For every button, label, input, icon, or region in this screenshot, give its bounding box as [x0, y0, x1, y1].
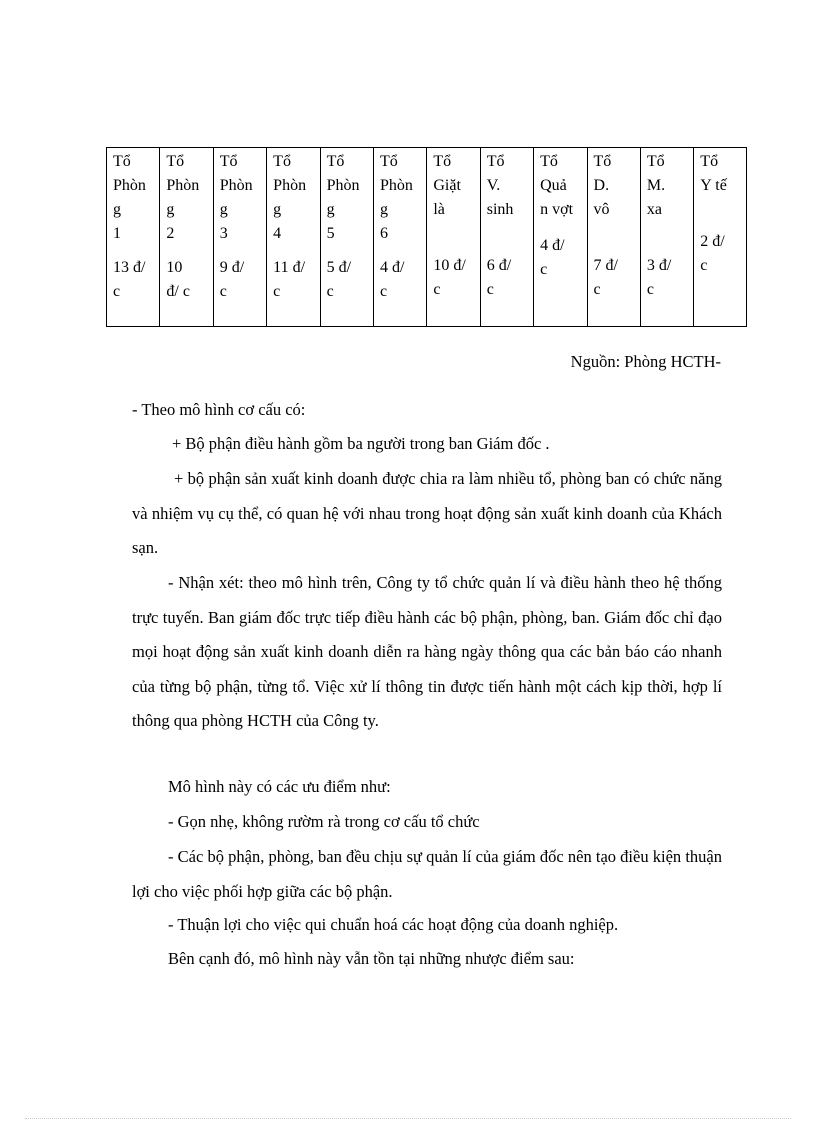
cell-count: 2 đ/ c: [700, 233, 725, 274]
table-cell: [481, 148, 534, 326]
cell-count: 13 đ/ c: [113, 259, 146, 300]
table-cell: [214, 148, 267, 326]
paragraph: - Các bộ phận, phòng, ban đều chịu sự quản lí của giám đốc nên tạo điều kiện thuận lợi cho việc phối hợp giữa các bộ phận.: [132, 847, 722, 901]
cell-count: 10 đ/ c: [433, 257, 466, 298]
table-cell: [534, 148, 587, 326]
paragraph: + Bộ phận điều hành gồm ba người trong ban Giám đốc .: [172, 434, 550, 453]
cell-label: Tổ D. vô: [593, 153, 612, 218]
table-cell: [588, 148, 641, 326]
cell-label: Tổ Phòn g 6: [379, 153, 413, 242]
table-cell: [107, 148, 160, 326]
cell-count: 4 đ/ c: [379, 259, 405, 300]
cell-count: 6 đ/ c: [486, 257, 512, 298]
cell-count: 3 đ/ c: [646, 257, 672, 298]
cell-label: Tổ Phòn g 3: [219, 153, 253, 242]
paragraph: Mô hình này có các ưu điểm như:: [168, 777, 391, 796]
table-cell: [267, 148, 320, 326]
table-cell: [321, 148, 374, 326]
cell-count: 4 đ/ c: [540, 237, 565, 278]
paragraph: - Gọn nhẹ, không rườm rà trong cơ cấu tổ chức: [168, 812, 480, 831]
source-note: Nguồn: Phòng HCTH-: [570, 352, 721, 371]
paragraph: - Nhận xét: theo mô hình trên, Công ty tổ chức quản lí và điều hành theo hệ thống trực tuyến. Ban giám đốc trực tiếp điều hành các bộ phận, phòng, ban. Giám đốc chỉ đạo mọi hoạt động sản xuất kinh doanh diễn ra hàng ngày thông qua các bản báo cáo nhanh của từng bộ phận, từng tổ. Việc xử lí thông tin được tiến hành một cách kịp thời, hợp lí thông qua phòng HCTH của Công ty.: [132, 573, 722, 730]
paragraph: - Theo mô hình cơ cấu có:: [132, 400, 306, 419]
table-cell: [427, 148, 480, 326]
cell-count: 5 đ/ c: [326, 259, 352, 300]
table-cell: [374, 148, 427, 326]
cell-label: Tổ Y tế: [700, 153, 727, 194]
department-table: [106, 147, 747, 327]
cell-label: Tổ Phòn g 4: [273, 153, 307, 242]
table-cell: [694, 148, 747, 326]
cell-label: Tổ M. xa: [646, 153, 666, 218]
cell-count: 9 đ/ c: [219, 259, 245, 300]
cell-label: Tổ Giặt là: [433, 153, 461, 218]
paragraph: + bộ phận sản xuất kinh doanh được chia ra làm nhiều tổ, phòng ban có chức năng và nhiệm vụ cụ thể, có quan hệ với nhau trong hoạt động sản xuất kinh doanh của Khách sạn.: [132, 469, 722, 557]
paragraph: - Thuận lợi cho việc qui chuẩn hoá các hoạt động của doanh nghiệp.: [168, 915, 619, 934]
cell-label: Tổ Quả n vợt: [540, 153, 574, 218]
cell-label: Tổ Phòn g 2: [166, 153, 200, 242]
cell-label: Tổ V. sinh: [486, 153, 514, 218]
cell-label: Tổ Phòn g 5: [326, 153, 360, 242]
table-cell: [160, 148, 213, 326]
cell-count: 7 đ/ c: [593, 257, 618, 298]
footer-divider: [25, 1118, 791, 1119]
cell-count: 11 đ/ c: [273, 259, 306, 300]
table-cell: [641, 148, 694, 326]
paragraph: Bên cạnh đó, mô hình này vẫn tồn tại những nhược điểm sau:: [168, 949, 575, 968]
cell-label: Tổ Phòn g 1: [113, 153, 146, 242]
cell-count: 10 đ/ c: [166, 259, 190, 300]
